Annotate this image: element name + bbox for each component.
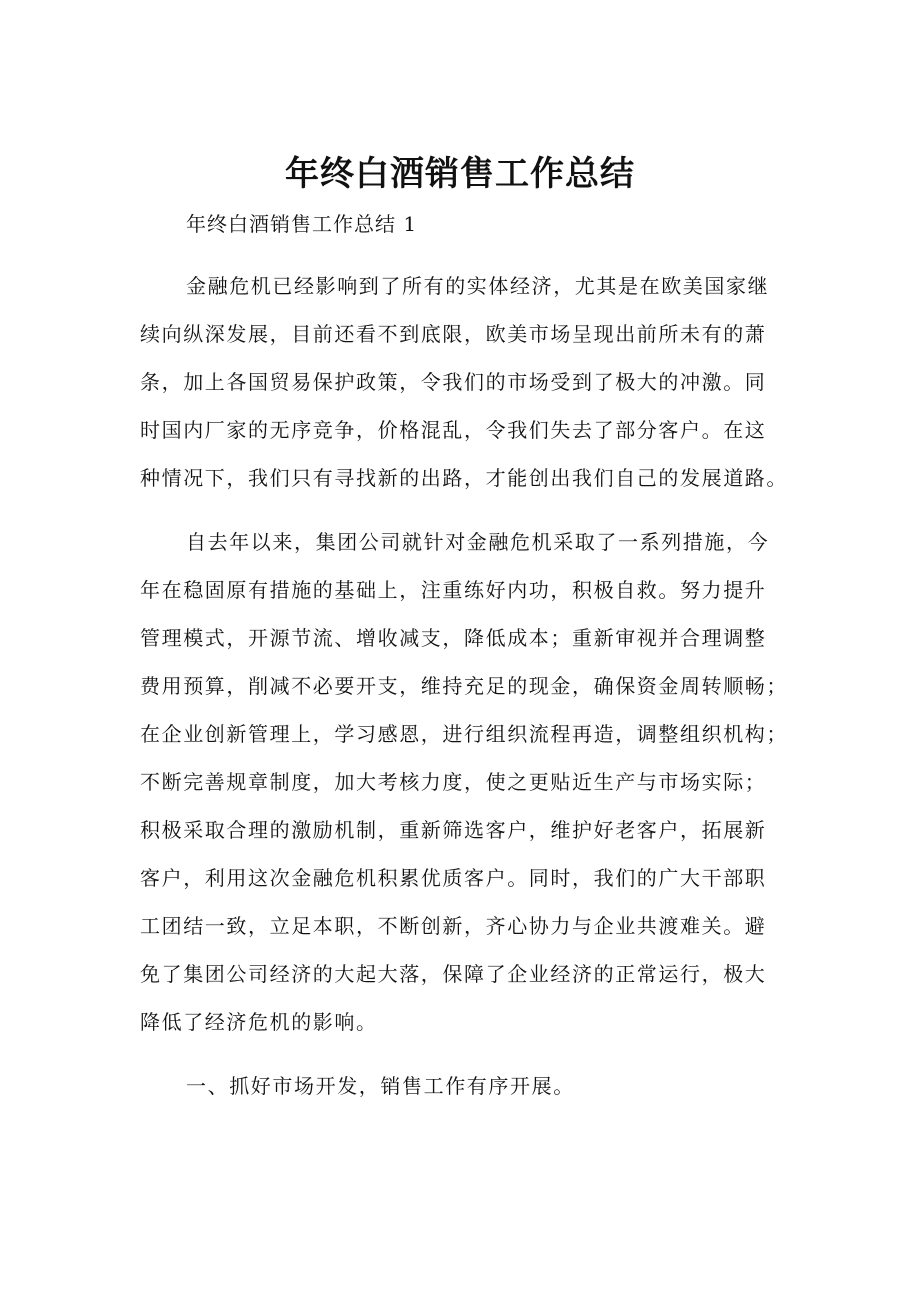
paragraph-2-line-5: 在企业创新管理上，学习感恩，进行组织流程再造，调整组织机构； — [140, 722, 788, 746]
paragraph-2-line-9: 工团结一致，立足本职，不断创新，齐心协力与企业共渡难关。避 — [140, 914, 767, 938]
paragraph-2-line-6: 不断完善规章制度，加大考核力度，使之更贴近生产与市场实际； — [140, 770, 767, 794]
paragraph-2-line-10: 免了集团公司经济的大起大落，保障了企业经济的正常运行，极大 — [140, 962, 767, 986]
document-title: 年终白酒销售工作总结 — [285, 154, 635, 194]
section-heading-1: 一、抓好市场开发，销售工作有序开展。 — [186, 1074, 575, 1098]
paragraph-2-line-2: 年在稳固原有措施的基础上，注重练好内功，积极自救。努力提升 — [140, 578, 767, 602]
paragraph-2-line-7: 积极采取合理的激励机制，重新筛选客户，维护好老客户，拓展新 — [140, 818, 767, 842]
paragraph-1-line-3: 条，加上各国贸易保护政策，令我们的市场受到了极大的冲激。同 — [140, 370, 767, 394]
paragraph-1-line-4: 时国内厂家的无序竞争，价格混乱，令我们失去了部分客户。在这 — [140, 418, 767, 442]
paragraph-1-line-1: 金融危机已经影响到了所有的实体经济，尤其是在欧美国家继 — [186, 274, 770, 298]
paragraph-2-line-1: 自去年以来，集团公司就针对金融危机采取了一系列措施，今 — [186, 530, 770, 554]
paragraph-2-line-11: 降低了经济危机的影响。 — [140, 1010, 378, 1034]
paragraph-2-line-8: 客户，利用这次金融危机积累优质客户。同时，我们的广大干部职 — [140, 866, 767, 890]
paragraph-1-line-2: 续向纵深发展，目前还看不到底限，欧美市场呈现出前所未有的萧 — [140, 322, 767, 346]
paragraph-2-line-4: 费用预算，削减不必要开支，维持充足的现金，确保资金周转顺畅； — [140, 674, 788, 698]
paragraph-2-line-3: 管理模式，开源节流、增收减支，降低成本；重新审视并合理调整 — [140, 626, 767, 650]
document-subtitle: 年终白酒销售工作总结 1 — [186, 212, 418, 236]
paragraph-1-line-5: 种情况下，我们只有寻找新的出路，才能创出我们自己的发展道路。 — [140, 466, 788, 490]
